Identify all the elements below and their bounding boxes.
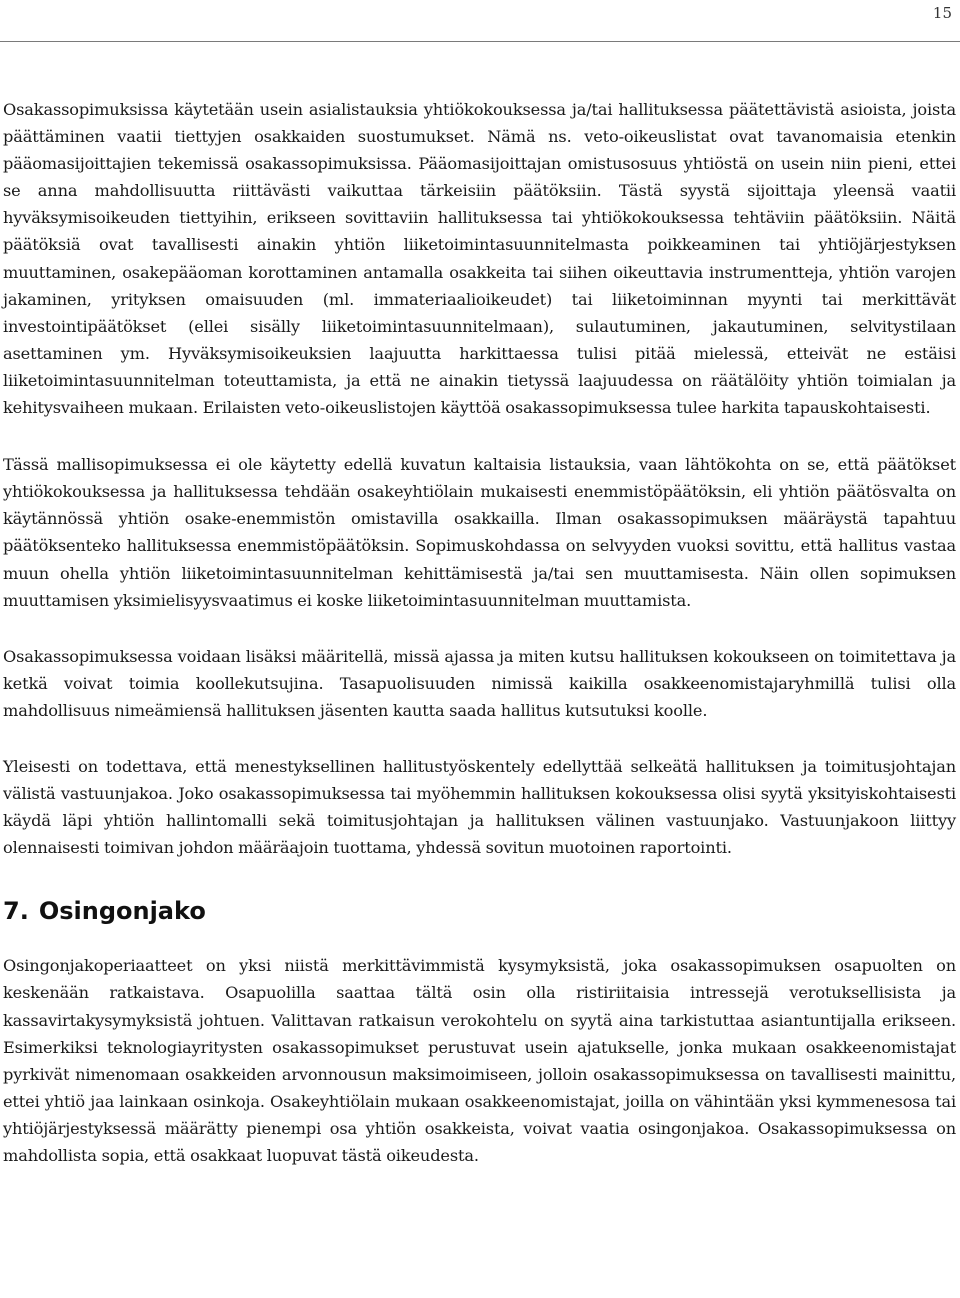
section-title: Osingonjako	[38, 897, 206, 926]
body-paragraph: Tässä mallisopimuksessa ei ole käytetty edellä kuvatun kaltaisia listauksia, vaan lähtökohta on se, että päätökset yhtiökokouksessa ja hallituksessa tehdään osakeyhtiölain mukaisesti enemmistöpäätöksin, eli yhtiön päätösvalta on käytännössä yhtiön osake-enemmistön omistavilla osakkailla. Ilman osakassopimuksen määräystä tapahtuu päätöksenteko hallituksessa enemmistöpäätöksin. Sopimuskohdassa on selvyyden vuoksi sovittu, että hallitus vastaa muun ohella yhtiön liiketoimintasuunnitelman kehittämisestä ja/tai sen muuttamisesta. Näin ollen sopimuksen muuttamisen yksimielisyysvaatimus ei koske liiketoimintasuunnitelman muuttamista.	[3, 455, 956, 610]
section-number: 7.	[3, 897, 29, 926]
body-paragraph: Osakassopimuksissa käytetään usein asialistauksia yhtiökokouksessa ja/tai hallituksessa päätettävistä asioista, joista päättäminen vaatii tiettyjen osakkaiden suostumukset. Nämä ns. veto-oikeuslistat ovat tavanomaisia etenkin pääomasijoittajien tekemissä osakassopimuksissa. Pääomasijoittajan omistusosuus yhtiöstä on usein niin pieni, ettei se anna mahdollisuutta riittävästi vaikuttaa tärkeisiin päätöksiin. Tästä syystä sijoittaja yleensä vaatii hyväksymisoikeuden tiettyihin, erikseen sovittaviin hallituksessa tai yhtiökokouksessa tehtäviin päätöksiin. Näitä päätöksiä ovat tavallisesti ainakin yhtiön liiketoimintasuunnitelmasta poikkeaminen tai yhtiöjärjestyksen muuttaminen, osakepääoman korottaminen antamalla osakkeita tai siihen oikeuttavia instrumentteja, yhtiön varojen jakaminen, yrityksen omaisuuden (ml. immateriaalioikeudet) tai liiketoiminnan myynti tai merkittävät investointipäätökset (ellei sisälly liiketoimintasuunnitelmaan), sulautuminen, jakautuminen, selvitystilaan asettaminen ym. Hyväksymisoikeuksien laajuutta harkittaessa tulisi pitää mielessä, etteivät ne estäisi liiketoimintasuunnitelman toteuttamista, ja että ne ainakin tietyssä laajuudessa on räätälöity yhtiön toimialan ja kehitysvaiheen mukaan. Erilaisten veto-oikeuslistojen käyttöä osakassopimuksessa tulee harkita tapauskohtaisesti.	[3, 100, 956, 418]
section-paragraph: Osingonjakoperiaatteet on yksi niistä merkittävimmistä kysymyksistä, joka osakassopimuksen osapuolten on keskenään ratkaistava. Osapuolilla saattaa tältä osin olla ristiriitaisia intressejä verotuksellisista ja kassavirtakysymyksistä johtuen. Valittavan ratkaisun verokohtelu on syytä aina tarkistuttaa asiantuntijalla erikseen. Esimerkiksi teknologiayritysten osakassopimukset perustuvat usein ajatukselle, jonka mukaan osakkeenomistajat pyrkivät nimenomaan osakkeiden arvonnousun maksimoimiseen, jolloin osakassopimuksessa on tavallisesti mainittu, ettei yhtiö jaa lainkaan osinkoja. Osakeyhtiölain mukaan osakkeenomistajat, joilla on vähintään yksi kymmenesosa tai yhtiöjärjestyksessä määrätty pienempi osa yhtiön osakkeista, voivat vaatia osingonjakoa. Osakassopimuksessa on mahdollista sopia, että osakkaat luopuvat tästä oikeudesta.	[3, 956, 956, 1165]
page-body	[3, 96, 956, 1169]
body-paragraph: Osakassopimuksessa voidaan lisäksi määritellä, missä ajassa ja miten kutsu hallituksen kokoukseen on toimitettava ja ketkä voivat toimia koollekutsujina. Tasapuolisuuden nimissä kaikilla osakkeenomistajaryhmillä tulisi olla mahdollisuus nimeämiensä hallituksen jäsenten kautta saada hallitus kutsutuksi koolle.	[3, 646, 956, 720]
header-rule	[0, 41, 960, 42]
page-number: 15	[932, 4, 952, 22]
body-paragraph: Yleisesti on todettava, että menestyksellinen hallitustyöskentely edellyttää selkeätä hallituksen ja toimitusjohtajan välistä vastuunjakoa. Joko osakassopimuksessa tai myöhemmin hallituksen kokouksessa olisi syytä yksityiskohtaisesti käydä läpi yhtiön hallintomalli sekä toimitusjohtajan ja hallituksen välinen vastuunjako. Vastuunjakoon liittyy olennaisesti toimivan johdon määräajoin tuottama, yhdessä sovitun muotoinen raportointi.	[3, 756, 956, 858]
section-heading	[3, 896, 956, 926]
